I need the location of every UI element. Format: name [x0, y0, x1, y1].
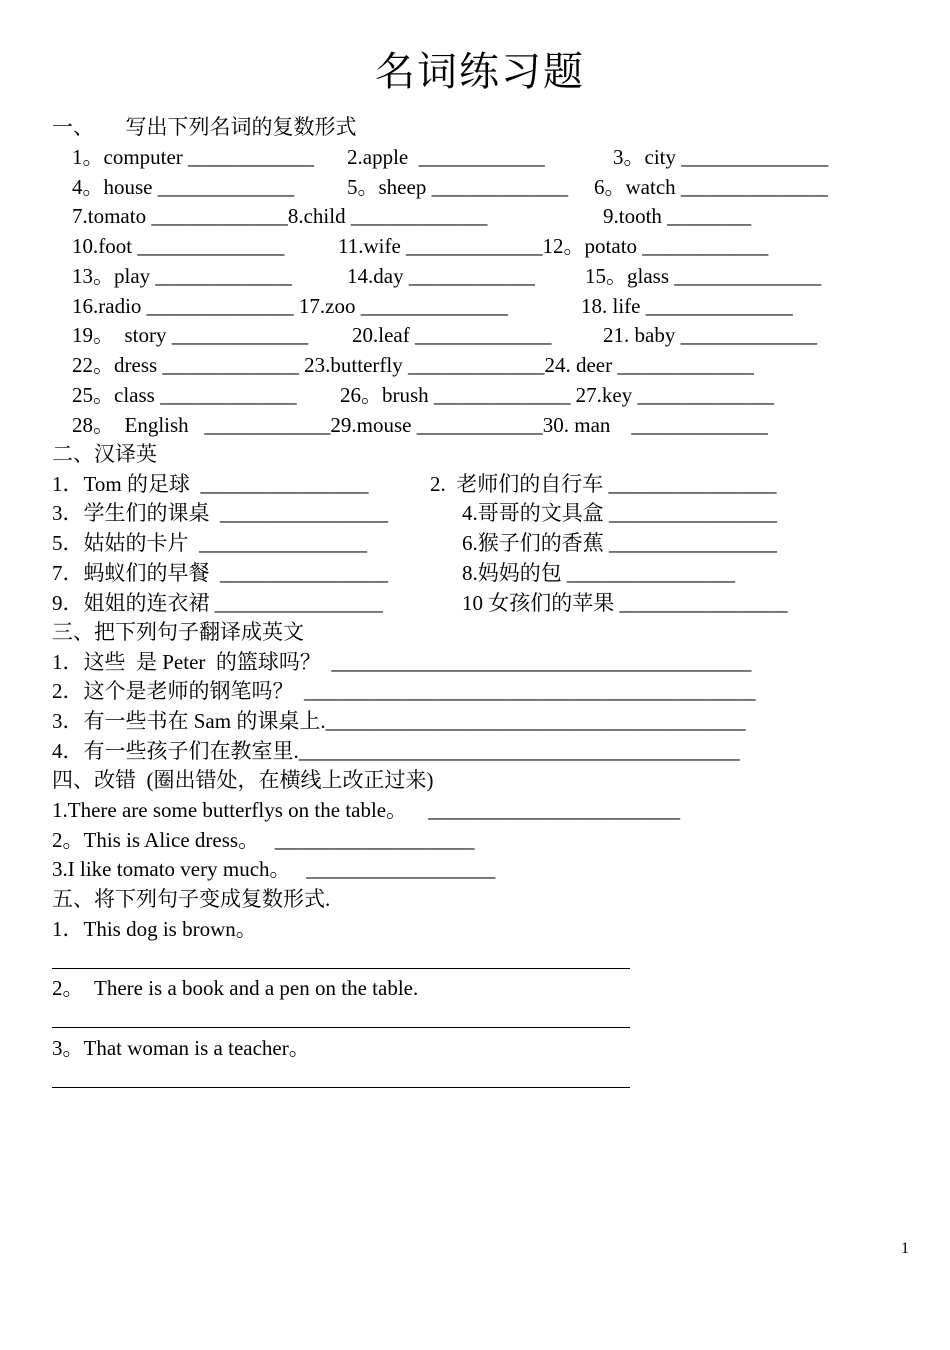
translate-item: 6.猴子们的香蕉 ________________: [462, 531, 777, 555]
sentence-item: 2．这个是老师的钢笔吗？ ___________________________________________: [52, 679, 756, 703]
plural-sentence: 1．This dog is brown。: [52, 917, 257, 941]
translate-item: 2. 老师们的自行车 ________________: [430, 472, 777, 496]
plural-item: 3。city ______________: [613, 145, 829, 169]
page-number: 1: [901, 1240, 909, 1257]
plural-item: 14.day ____________: [347, 264, 535, 288]
plural-item: 18. life ______________: [581, 294, 793, 318]
plural-item: 22。dress _____________ 23.butterfly _____________24. deer _____________: [72, 353, 754, 377]
plural-item: 5。sheep _____________: [347, 175, 569, 199]
correction-item: 2。This is Alice dress。 ___________________: [52, 828, 475, 852]
plural-item: 13。play _____________: [72, 264, 292, 288]
page-title: 名词练习题: [375, 49, 585, 95]
answer-line: [52, 968, 630, 969]
sentence-item: 3．有一些书在 Sam 的课桌上.________________________________________: [52, 709, 746, 733]
translate-item: 7．蚂蚁们的早餐 ________________: [52, 561, 388, 585]
plural-item: 9.tooth ________: [603, 204, 752, 228]
correction-item: 1.There are some butterflys on the table。 ________________________: [52, 798, 681, 822]
section-5-heading: 五、将下列句子变成复数形式.: [52, 887, 331, 911]
plural-item: 7.tomato _____________8.child _____________: [72, 204, 488, 228]
translate-item: 10 女孩们的苹果 ________________: [462, 591, 788, 615]
plural-item: 25。class _____________: [72, 383, 297, 407]
plural-item: 1。computer ____________: [72, 145, 315, 169]
plural-item: 6。watch ______________: [594, 175, 828, 199]
plural-item: 11.wife _____________12。potato ____________: [338, 234, 769, 258]
sentence-item: 1．这些 是 Peter 的篮球吗？ ________________________________________: [52, 650, 752, 674]
plural-item: 19。 story _____________: [72, 323, 309, 347]
translate-item: 8.妈妈的包 ________________: [462, 561, 735, 585]
plural-item: 2.apple ____________: [347, 145, 545, 169]
correction-item: 3.I like tomato very much。 __________________: [52, 857, 496, 881]
translate-item: 1．Tom 的足球 ________________: [52, 472, 369, 496]
plural-item: 4。house _____________: [72, 175, 295, 199]
section-4-heading: 四、改错 (圈出错处，在横线上改正过来): [52, 768, 434, 792]
plural-item: 26。brush _____________ 27.key _____________: [340, 383, 774, 407]
section-1-heading: 一、 写出下列名词的复数形式: [52, 115, 357, 139]
plural-item: 28。 English ____________29.mouse ____________30. man _____________: [72, 413, 768, 437]
plural-item: 16.radio ______________ 17.zoo ______________: [72, 294, 508, 318]
plural-sentence: 3。That woman is a teacher。: [52, 1036, 310, 1060]
sentence-item: 4．有一些孩子们在教室里.__________________________________________: [52, 739, 740, 763]
plural-sentence: 2。 There is a book and a pen on the table.: [52, 976, 419, 1000]
translate-item: 5．姑姑的卡片 ________________: [52, 531, 367, 555]
plural-item: 20.leaf _____________: [352, 323, 552, 347]
plural-item: 15。glass ______________: [585, 264, 822, 288]
section-2-heading: 二、汉译英: [52, 442, 157, 466]
translate-item: 9．姐姐的连衣裙 ________________: [52, 591, 383, 615]
translate-item: 3．学生们的课桌 ________________: [52, 501, 388, 525]
section-3-heading: 三、把下列句子翻译成英文: [52, 620, 304, 644]
answer-line: [52, 1087, 630, 1088]
plural-item: 10.foot ______________: [72, 234, 285, 258]
translate-item: 4.哥哥的文具盒 ________________: [462, 501, 777, 525]
answer-line: [52, 1027, 630, 1028]
plural-item: 21. baby _____________: [603, 323, 818, 347]
